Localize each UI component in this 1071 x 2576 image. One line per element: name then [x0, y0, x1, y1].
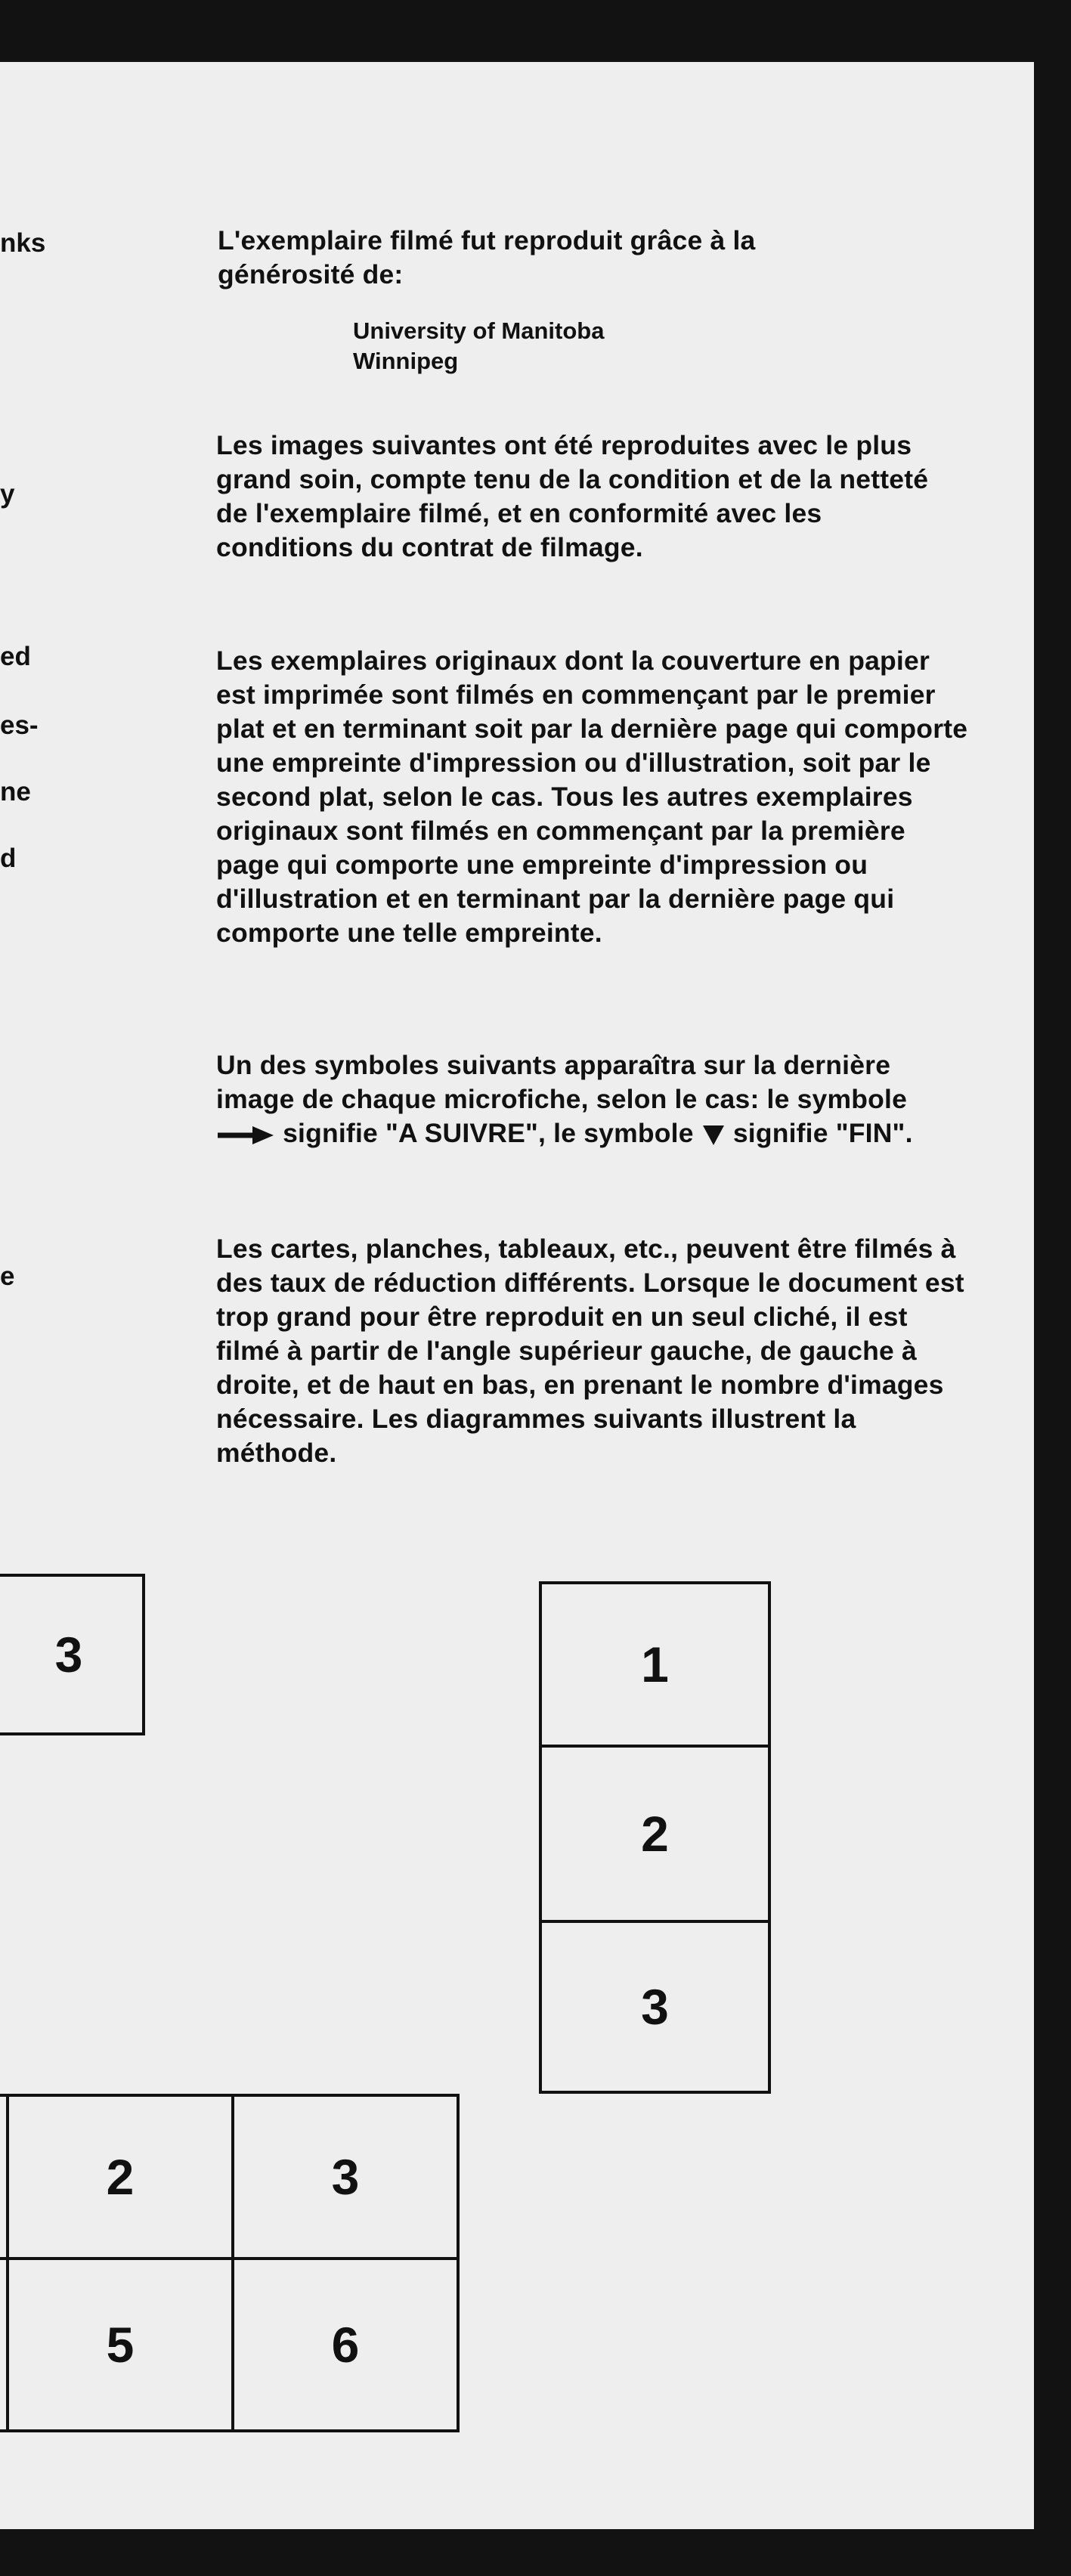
- diagram-grid-cell: 5: [6, 2257, 234, 2432]
- diagram-vertical-cell: 1: [539, 1581, 771, 1748]
- arrow-right-icon: [216, 1124, 275, 1147]
- left-fragment: y: [0, 479, 15, 509]
- diagram-vertical-cell: 2: [539, 1745, 771, 1923]
- left-fragment: nks: [0, 228, 46, 258]
- left-fragment: es-: [0, 711, 39, 740]
- diagram-grid-cell: 2: [6, 2094, 234, 2260]
- paragraph-originals: Les exemplaires originaux dont la couverture en papier est imprimée sont filmés en commençant par le premier plat et en terminant soit par la dernière page qui comporte une empreinte d'impression ou d'illustration, soit par le second plat, selon le cas. Tous les autres exemplaires originaux sont filmés en commençant par la première page qui comporte une empreinte d'impression ou d'illustration et en terminant par la dernière page qui comporte une telle empreinte.: [216, 646, 968, 948]
- diagram-grid-cell: 6: [231, 2257, 460, 2432]
- triangle-down-icon: [701, 1124, 726, 1147]
- symbols-text-b: signifie "A SUIVRE", le symbole: [283, 1118, 694, 1148]
- left-fragment: ne: [0, 777, 31, 807]
- paragraph-symbols: [216, 1048, 957, 1150]
- institution-name: University of Manitoba: [353, 317, 605, 344]
- left-fragment: ed: [0, 642, 31, 671]
- diagram-left-box: 3: [0, 1574, 145, 1735]
- paragraph-reproduction: Les images suivantes ont été reproduites avec le plus grand soin, compte tenu de la condition et de la netteté de l'exemplaire filmé, et en conformité avec les conditions du contrat de filmage.: [216, 430, 929, 562]
- paragraph-method: Les cartes, planches, tableaux, etc., peuvent être filmés à des taux de réduction différents. Lorsque le document est trop grand pour être reproduit en un seul cliché, il est filmé à partir de l'angle supérieur gauche, de gauche à droite, et de haut en bas, en prenant le nombre d'images nécessaire. Les diagrammes suivants illustrent la méthode.: [216, 1234, 964, 1468]
- credit-intro: L'exemplaire filmé fut reproduit grâce à la générosité de:: [218, 225, 756, 289]
- document-page: [0, 62, 1034, 2529]
- diagram-vertical-cell: 3: [539, 1920, 771, 2094]
- left-fragment: d: [0, 844, 17, 873]
- institution-city: Winnipeg: [353, 348, 459, 374]
- symbols-text-a: Un des symboles suivants apparaîtra sur la dernière image de chaque microfiche, selon le cas: le symbole: [216, 1050, 908, 1114]
- diagram-grid-cell: 3: [231, 2094, 460, 2260]
- symbols-text-c: signifie "FIN".: [732, 1118, 913, 1148]
- left-fragment: e: [0, 1262, 15, 1291]
